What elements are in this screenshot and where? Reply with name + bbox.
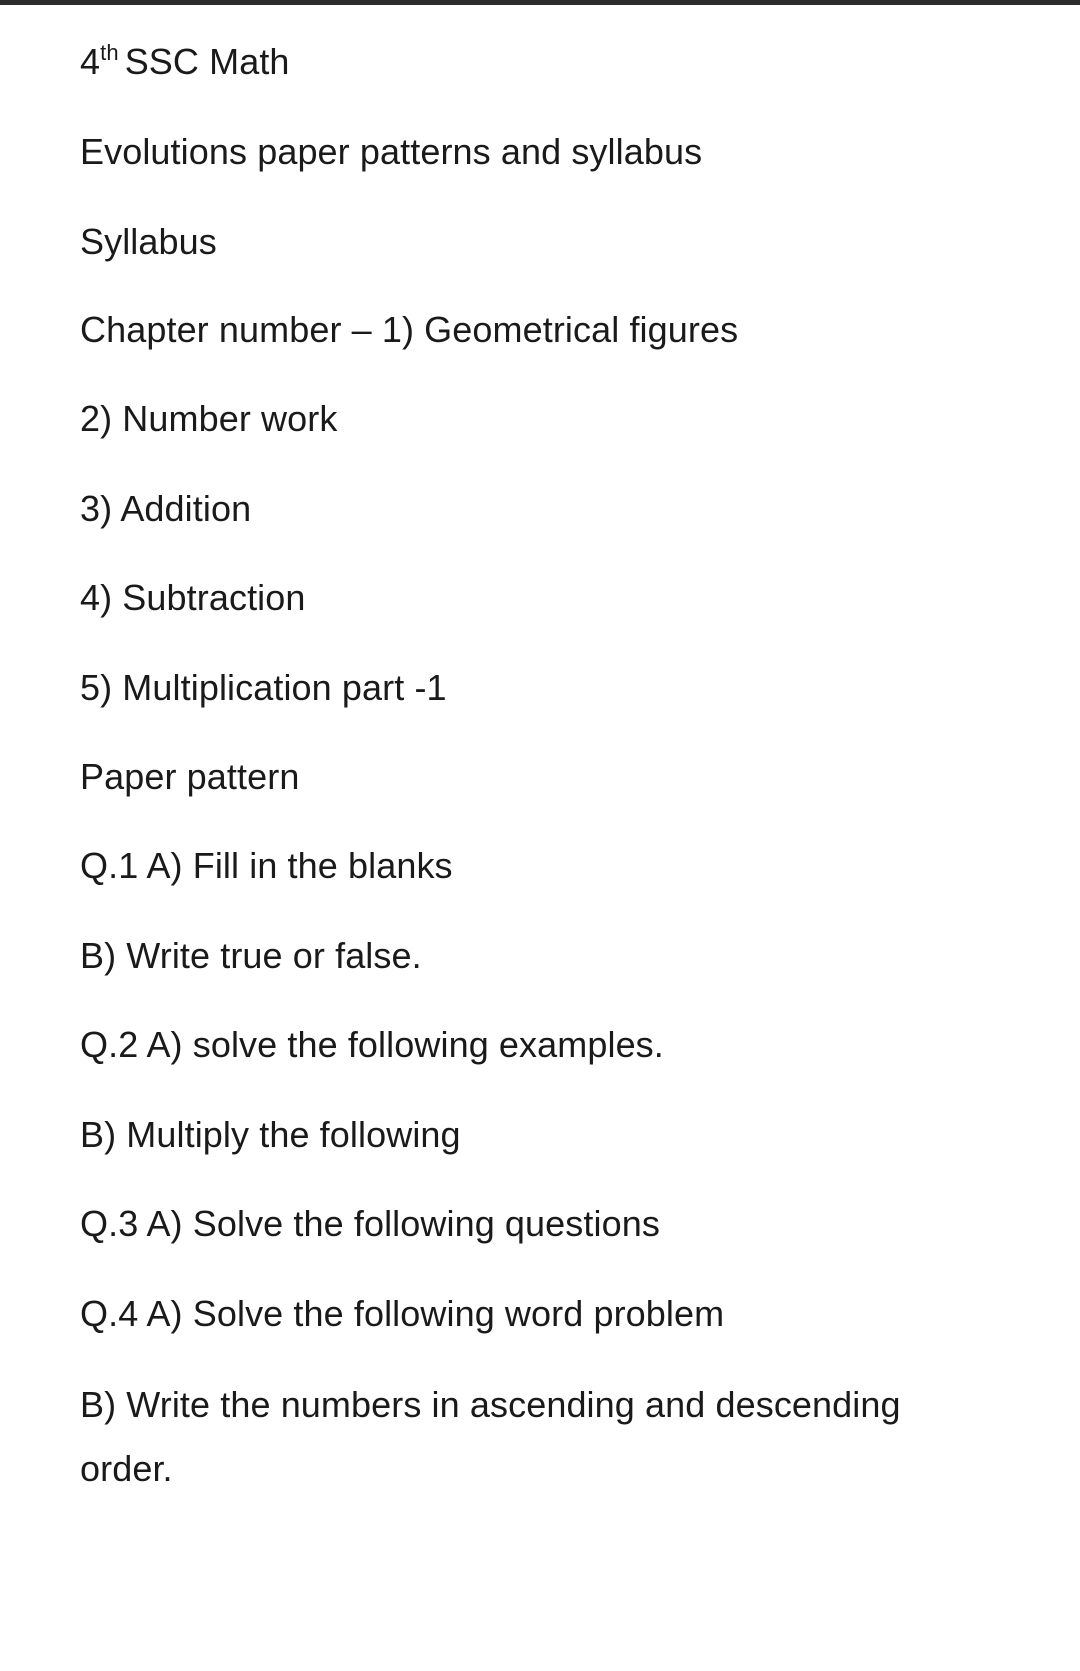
title-superscript: th — [100, 40, 119, 65]
paper-pattern-heading: Paper pattern — [80, 756, 300, 797]
chapter-item: 3) Addition — [80, 488, 252, 529]
question-item: B) Multiply the following — [80, 1114, 461, 1155]
question-item: B) Write true or false. — [80, 935, 422, 976]
chapter-item: 4) Subtraction — [80, 577, 306, 618]
chapter-item: 2) Number work — [80, 398, 338, 439]
question-item: B) Write the numbers in ascending and descending order. — [80, 1384, 901, 1489]
chapter-item: 5) Multiplication part -1 — [80, 667, 447, 708]
document-subtitle: Evolutions paper patterns and syllabus — [80, 131, 703, 172]
question-item: Q.1 A) Fill in the blanks — [80, 845, 453, 886]
question-item: Q.3 A) Solve the following questions — [80, 1203, 660, 1244]
syllabus-heading: Syllabus — [80, 221, 217, 262]
chapter-item: Chapter number – 1) Geometrical figures — [80, 309, 739, 350]
question-item: Q.4 A) Solve the following word problem — [80, 1293, 725, 1334]
top-border — [0, 0, 1080, 5]
document-title: 4th SSC Math — [80, 40, 290, 82]
question-item: Q.2 A) solve the following examples. — [80, 1024, 664, 1065]
